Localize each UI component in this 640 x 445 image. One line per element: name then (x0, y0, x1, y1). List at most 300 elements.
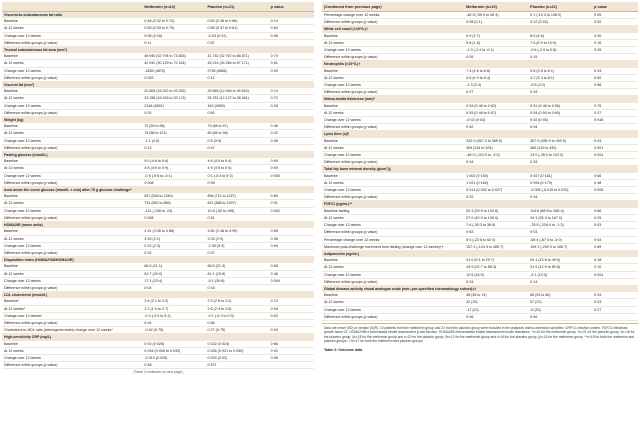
header-label (2, 2, 142, 12)
metformin-value: 0·008 (142, 214, 205, 221)
row-label: Difference within groups (p value) (2, 284, 142, 291)
row-label: Difference within groups (p value) (322, 89, 464, 96)
row-label: Change over 12 weeks (2, 137, 142, 144)
table-row (2, 32, 314, 39)
placebo-value: 34·1 (28·3 to 167·0) (528, 214, 592, 221)
table-row (2, 263, 314, 270)
row-label: Baseline (322, 257, 464, 264)
table-row (2, 207, 314, 214)
p-value: 0·46 (269, 123, 314, 130)
p-value (592, 124, 638, 131)
section-title: Area under the curve glucose (mmol/L × min) after 75 g glucose challenge* (2, 187, 314, 194)
p-value (592, 194, 638, 201)
table-row (2, 235, 314, 242)
p-value: 0·13 (269, 298, 314, 305)
placebo-value: -0·03 (0·22) (205, 32, 268, 39)
row-label: Baseline (322, 68, 464, 75)
metformin-value: 4·53 (2·1) (142, 235, 205, 242)
p-value (269, 74, 314, 81)
placebo-value: 0·68 (205, 319, 268, 326)
section-title: Intima-media thickness (mm)* (322, 96, 638, 103)
p-value (269, 319, 314, 326)
table-row (2, 130, 314, 137)
table-row (322, 39, 638, 46)
placebo-value: 0·14 (528, 278, 592, 285)
section-header-row (322, 131, 638, 138)
placebo-value: 41 752 (32 767 to 88 871) (205, 53, 268, 60)
section-title: Disposition index (HOMA2%B/HOMA2IR) (2, 257, 314, 264)
metformin-value: 0·053 (142, 74, 205, 81)
placebo-value: 0·02 (0·05) (528, 117, 592, 124)
row-label: Change over 12 weeks (2, 67, 142, 74)
row-label: Change over 12 weeks (322, 222, 464, 229)
placebo-value: 0·003 (0·02) (205, 354, 268, 361)
placebo-value: 9·1 (-10·3 to 108·0) (528, 12, 592, 19)
row-label: Change over 12 weeks (2, 354, 142, 361)
placebo-value: 0·926 (0·179) (528, 179, 592, 186)
table-row (2, 25, 314, 32)
metformin-value: 1·002 (0·150) (464, 173, 528, 180)
p-value: 0·60 (269, 158, 314, 165)
continued-note: (Table 2 continues on next page) (133, 370, 183, 375)
row-label: Baseline (2, 228, 142, 235)
metformin-value: -1·3 (3·4) (464, 82, 528, 89)
row-label: Difference within groups (p value) (322, 194, 464, 201)
p-value: 0·06 (269, 137, 314, 144)
metformin-value: -0·02 (0·03) (464, 117, 528, 124)
p-value (592, 229, 638, 236)
table-row (2, 53, 314, 60)
placebo-value: -0·1 (-0·3 to 0·3) (205, 312, 268, 319)
p-value: 0·004 (592, 271, 638, 278)
metformin-value: 23 286 (16 918 to 33 174) (142, 95, 205, 102)
metformin-value: 31·0 (9·1 to 29·7) (464, 257, 528, 264)
placebo-value: 26 781 (12 127 to 38 461) (205, 95, 268, 102)
table-row (2, 200, 314, 207)
row-label: At 12 weeks (322, 214, 464, 221)
table-row (322, 109, 638, 116)
outcome-table-right (322, 2, 638, 321)
p-value: 0·06 (269, 354, 314, 361)
placebo-value: 118·6 (88·8 to 268·4) (528, 208, 592, 215)
placebo-value: 2·6 (2·4 to 3·8) (205, 305, 268, 312)
section-header-row (322, 285, 638, 292)
placebo-value: 5·8 (3·8 to 8·1) (528, 68, 592, 75)
table-row (322, 264, 638, 271)
metformin-value: 44·9 (22·7 to 58·3) (464, 264, 528, 271)
metformin-value: 0·24 (142, 109, 205, 116)
row-label: Percentage change over 12 weeks (322, 236, 464, 243)
placebo-value: 0·15 (528, 54, 592, 61)
metformin-value: 17·1 (23·4) (142, 277, 205, 284)
p-value: 0·68 (269, 263, 314, 270)
metformin-value: 48 940 (32 794 to 73 853) (142, 53, 205, 60)
p-value: 0·06 (269, 32, 314, 39)
metformin-value: 0·13 (142, 144, 205, 151)
metformin-value: -121 (-238 to -24) (142, 207, 205, 214)
row-label: At 12 weeks (322, 109, 464, 116)
p-value: 0·09 (592, 12, 638, 19)
right-column (322, 2, 638, 354)
metformin-value: 5·0 (-23·6 to 52·1) (464, 236, 528, 243)
p-value: 0·89 (592, 243, 638, 250)
table-row (322, 278, 638, 285)
row-label: Baseline fasting (322, 208, 464, 215)
p-value: 0·18 (592, 257, 638, 264)
p-value: 0·81 (269, 60, 314, 67)
table-row (322, 243, 638, 250)
row-label: At 12 weeks (322, 74, 464, 81)
placebo-value: 0·27 (0·75) (205, 327, 268, 334)
section-title: HOMA2IR (mass units) (2, 222, 314, 229)
placebo-value: -3·1 (10·0) (528, 271, 592, 278)
table-row (2, 249, 314, 256)
row-label: Baseline (322, 33, 464, 40)
placebo-value: 0·51 (0·48 to 0·56) (528, 103, 592, 110)
metformin-value: 1·021 (0·169) (464, 179, 528, 186)
section-header-row (322, 250, 638, 257)
section-header-row (322, 166, 638, 173)
p-value (269, 109, 314, 116)
p-value: 0·02 (592, 19, 638, 26)
table-row (322, 313, 638, 320)
row-label: At 12 weeks (2, 200, 142, 207)
section-header-row (2, 334, 314, 341)
placebo-value: 0·47 (205, 144, 268, 151)
row-label: Baseline (2, 88, 142, 95)
metformin-value: 0·63 (464, 229, 528, 236)
placebo-value: 0·03 (528, 229, 592, 236)
metformin-value: 0·55 (0·33 to 0·79) (142, 25, 205, 32)
p-value: 0·70 (269, 53, 314, 60)
metformin-value: 0·48 (142, 362, 205, 369)
metformin-value: 0·24 (142, 249, 205, 256)
p-value: 0·48 (592, 179, 638, 186)
placebo-value: 13·0 (-35·0 to 102·0) (528, 152, 592, 159)
metformin-value: 309 (234 to 324) (464, 144, 528, 151)
table-notes: Data are mean (SD) or median (IQR). 10 patients from the metformin group and 21 from the placebo group were included in the analyses unless otherwise specified. CRP=C-reactive protein. FGF21=fibroblast growth factor 21. HOMA2%B=Homeostasis Model Assessment β-cell function. HOMA2IR=Homeostasis Model Assessment insulin resistance. *n=10 for the metformin group. †n=21 for the placebo group. ‡n=18 for the placebo group. §n=18 for the metformin group and n=20 for the placebo group. ¶n=12 for the metformin group and n=16 for the placebo group. ||n=18 for the metformin group. **n=18 for both the metformin and placebo groups. ††n=17 for both the metformin and placebo groups. (322, 323, 638, 346)
placebo-value: 109·2 (-292·0 to 166·7) (528, 243, 592, 250)
table-row (322, 74, 638, 81)
table-row (2, 60, 314, 67)
p-value (269, 144, 314, 151)
placebo-value: -0·5 (3·2) (528, 82, 592, 89)
p-value: 0·62 (269, 25, 314, 32)
row-label: At 12 weeks (2, 235, 142, 242)
metformin-value: 48 (28 to 74) (464, 292, 528, 299)
section-title: Total hip bone mineral density (g/cm²)|| (322, 166, 638, 173)
placebo-value: 68 (53 to 80) (528, 292, 592, 299)
placebo-value: 442 (4950) (205, 102, 268, 109)
row-label: Baseline (322, 292, 464, 299)
table-row (322, 222, 638, 229)
placebo-value: 3·33 (2·0) (205, 235, 268, 242)
row-label: Change over 12 weeks (2, 102, 142, 109)
row-label: Difference within groups (p value) (322, 229, 464, 236)
row-label: Difference within groups (p value) (2, 214, 142, 221)
p-value: 0·10 (592, 264, 638, 271)
row-label: Difference within groups (p value) (322, 54, 464, 61)
table-row (2, 341, 314, 348)
metformin-value: -0·5 (-0·8 to -0·1) (142, 172, 205, 179)
metformin-value: 0·06 (464, 313, 528, 320)
placebo-value: 4·9 (4·5 to 5·0) (205, 165, 268, 172)
row-label: At 12 weeks (2, 60, 142, 67)
p-value (269, 249, 314, 256)
p-value: 0·86 (269, 341, 314, 348)
row-label: Change over 12 weeks (2, 277, 142, 284)
row-label: At 12 weeks (2, 130, 142, 137)
row-label: Maximum post-challenge increment from fasting (change over 12 weeks)†† (322, 243, 464, 250)
table-row (2, 165, 314, 172)
metformin-value: 2146 (4891) (142, 102, 205, 109)
placebo-value: 0·51 (205, 214, 268, 221)
header-placebo: Placebo (n=21) (205, 2, 268, 12)
header-pvalue: p value (269, 2, 314, 12)
table-row (2, 327, 314, 334)
section-title: High-sensitivity CRP (mg/L) (2, 334, 314, 341)
p-value: 0·37 (592, 109, 638, 116)
placebo-value: -6 (23) (528, 306, 592, 313)
metformin-value: 157·2 (-124·4 to 485·7) (464, 243, 528, 250)
table-row (2, 95, 314, 102)
table-row (322, 152, 638, 159)
metformin-value: 7·6 (-30·3 to 38·0) (464, 222, 528, 229)
row-label: Change over 12 weeks (2, 172, 142, 179)
placebo-value: 66·5 (21·3) (205, 263, 268, 270)
placebo-value: 25 665 (12 064 to 35 624) (205, 88, 268, 95)
metformin-value: 0·27 (464, 89, 528, 96)
placebo-value: 45 214 (34 284 to 57 171) (205, 60, 268, 67)
p-value: 0·03 (592, 222, 638, 229)
table-row (322, 208, 638, 215)
row-label: Baseline (2, 341, 142, 348)
table-caption: Table 2: Outcome data (324, 347, 363, 352)
p-value: 0·02 (269, 67, 314, 74)
table-row (322, 33, 638, 40)
table-row (322, 292, 638, 299)
table-row (322, 194, 638, 201)
table-row (322, 271, 638, 278)
section-title: Neutrophils (×10⁹/L)† (322, 61, 638, 68)
metformin-value: -46·5 (-90·9 to 45·4) (464, 12, 528, 19)
placebo-value: 0·12 (0·02) (528, 19, 592, 26)
metformin-value: 731 (552 to 856) (142, 200, 205, 207)
section-header-row (322, 26, 638, 33)
placebo-value: 0·69 (528, 313, 592, 320)
p-value: 0·25 (592, 214, 638, 221)
p-value: 0·66 (592, 173, 638, 180)
table-row (322, 306, 638, 313)
row-label: Difference within groups (p value) (2, 319, 142, 326)
table-row (2, 109, 314, 116)
placebo-value: -2·35 (5·3) (205, 242, 268, 249)
row-label: Difference within groups (p value) (2, 249, 142, 256)
p-value: 0·75 (592, 103, 638, 110)
table-row (322, 54, 638, 61)
table-row (322, 229, 638, 236)
metformin-value: -0·010 (0·025) (142, 354, 205, 361)
placebo-value: 4·6 (4·5 to 5·4) (205, 158, 268, 165)
row-label: Percentage change over 12 weeks (322, 12, 464, 19)
p-value: 0·80 (269, 193, 314, 200)
left-column (2, 2, 314, 374)
p-value: 0·25 (592, 47, 638, 54)
p-value: 0·004 (592, 152, 638, 159)
table-row (2, 123, 314, 130)
table-row (2, 74, 314, 81)
p-value (592, 54, 638, 61)
table-row (2, 88, 314, 95)
row-label: Difference within groups (p value) (2, 74, 142, 81)
metformin-value: 32 (19) (464, 299, 528, 306)
p-value: 0·28 (269, 102, 314, 109)
metformin-value: 0·53 (0·48 to 0·57) (464, 109, 528, 116)
placebo-value: 10·8 (-60 to 108) (205, 207, 268, 214)
p-value: 0·27 (592, 306, 638, 313)
metformin-value: 0·08 (0·1) (464, 19, 528, 26)
metformin-value: 4·8 (4·5 to 4·9) (142, 165, 205, 172)
row-label: Change over 12 weeks* (2, 312, 142, 319)
metformin-value: 0·11 (142, 39, 205, 46)
placebo-value: 81·1 (15·5) (205, 270, 268, 277)
header-placebo: Placebo (n=21) (528, 2, 592, 12)
row-label: Change over 12 weeks (2, 207, 142, 214)
placebo-value: 0·33 (528, 89, 592, 96)
p-value: 0·43 (592, 68, 638, 75)
metformin-value: 27·0 (40·0 to 138·0) (464, 214, 528, 221)
table-row (2, 277, 314, 284)
placebo-value: -9·1 (30·8) (205, 277, 268, 284)
row-label: At 12 weeks (2, 347, 142, 354)
row-label: Baseline (2, 193, 142, 200)
row-label: Change over 12 weeks (322, 47, 464, 54)
metformin-value: 6·9 (2·7) (464, 33, 528, 40)
row-label: Baseline (2, 158, 142, 165)
section-header-row (2, 222, 314, 229)
table-row (2, 179, 314, 186)
p-value (269, 362, 314, 369)
row-label: At 12 weeks (322, 144, 464, 151)
table-row (2, 319, 314, 326)
placebo-value: 0·44 (528, 194, 592, 201)
table-row (322, 299, 638, 306)
placebo-value: 2796 (4856) (205, 67, 268, 74)
table-row (322, 117, 638, 124)
metformin-value: 0·02 (464, 194, 528, 201)
row-label: Difference within groups (p value) (322, 19, 464, 26)
p-value: 0·001 (592, 144, 638, 151)
table-row (322, 124, 638, 131)
header-pvalue: p value (592, 2, 638, 12)
table-row (322, 179, 638, 186)
table-row (2, 67, 314, 74)
placebo-value: 2·9 (2·6 to 3·2) (205, 298, 268, 305)
metformin-value: 0·04 (464, 159, 528, 166)
p-value: 0·14 (269, 18, 314, 25)
metformin-value: -0·62 (0·75) (142, 327, 205, 334)
metformin-value: 2·2 (1·9 to 2·7) (142, 305, 205, 312)
placebo-value: 0·927 (0·181) (528, 173, 592, 180)
metformin-value: 0·04 (142, 284, 205, 291)
row-label: Baseline (2, 123, 142, 130)
p-value: 0·68 (592, 82, 638, 89)
metformin-value: 5·0 (4·6 to 5·6) (142, 158, 205, 165)
p-value (269, 284, 314, 291)
placebo-value: 0·95 (205, 179, 268, 186)
p-value: 0·42 (269, 130, 314, 137)
placebo-value: 0·58 (0·37 to 0·81) (205, 25, 268, 32)
p-value (592, 159, 638, 166)
header-label: (Continued from previous page) (322, 2, 464, 12)
metformin-value: 342·0 (267·0 to 365·0) (464, 138, 528, 145)
placebo-value: 0·33 (528, 159, 592, 166)
table-row (322, 12, 638, 19)
metformin-value: 0·04 (464, 278, 528, 285)
row-label: Change over 12 weeks (322, 187, 464, 194)
table-row (2, 193, 314, 200)
placebo-value: 806 (712 to 1027) (205, 193, 268, 200)
metformin-value: -0·4 (-0·9 to 0·2) (142, 312, 205, 319)
section-header-row (2, 152, 314, 159)
metformin-value: 22 808 (16 022 to 33 252) (142, 88, 205, 95)
row-label: At 12 weeks (322, 179, 464, 186)
table-row (2, 305, 314, 312)
section-header-row (322, 96, 638, 103)
section-title: Global disease-activity visual analogue scale (mm; pre-specified rheumatology cohort)‡‡ (322, 285, 638, 292)
table-row (2, 312, 314, 319)
p-value: 0·14 (269, 88, 314, 95)
p-value: 0·01 (269, 200, 314, 207)
p-value: 0·34 (592, 292, 638, 299)
metformin-value: -1835 (4870) (142, 67, 205, 74)
placebo-value: 0·1 (-0·4 to 0·3) (205, 172, 268, 179)
section-title: Lysis time (s)¶ (322, 131, 638, 138)
table-row (322, 214, 638, 221)
row-label: Change over 12 weeks (322, 306, 464, 313)
table-row (2, 284, 314, 291)
row-label: Baseline (322, 138, 464, 145)
placebo-value: 0·571 (205, 362, 268, 369)
metformin-value: 0·62 (464, 124, 528, 131)
row-label: Difference within groups (p value) (322, 313, 464, 320)
placebo-value: 821 (588 to 1007) (205, 200, 268, 207)
metformin-value: -48·0 (-101·0 to -3·0) (464, 152, 528, 159)
table-row (2, 102, 314, 109)
metformin-value: 81·7 (29·0) (142, 270, 205, 277)
section-header-row (2, 82, 314, 89)
metformin-value: 0·08 (0·16) (142, 32, 205, 39)
p-value (269, 179, 314, 186)
p-value (592, 313, 638, 320)
placebo-value: 0·18 (205, 284, 268, 291)
p-value: 0·048 (592, 117, 638, 124)
section-title: Fasting glucose (mmol/L) (2, 152, 314, 159)
section-header-row (2, 47, 314, 54)
p-value: 0·005 (269, 172, 314, 179)
table-row (2, 144, 314, 151)
p-value: 0·004 (269, 277, 314, 284)
row-label: Cholesterol-to-HDL ratio (atherogenic index) change over 12 weeks* (2, 327, 142, 334)
placebo-value: 80 (66 to 96) (205, 130, 268, 137)
row-label: At 12 weeks (2, 270, 142, 277)
metformin-value: 42 942 (30 129 to 72 164) (142, 60, 205, 67)
p-value: 0·002 (269, 207, 314, 214)
metformin-value: 5·8 (1·8) (464, 39, 528, 46)
table-row (2, 172, 314, 179)
metformin-value: -1·0 (-2·4 to -0·1) (464, 47, 528, 54)
p-value (269, 214, 314, 221)
